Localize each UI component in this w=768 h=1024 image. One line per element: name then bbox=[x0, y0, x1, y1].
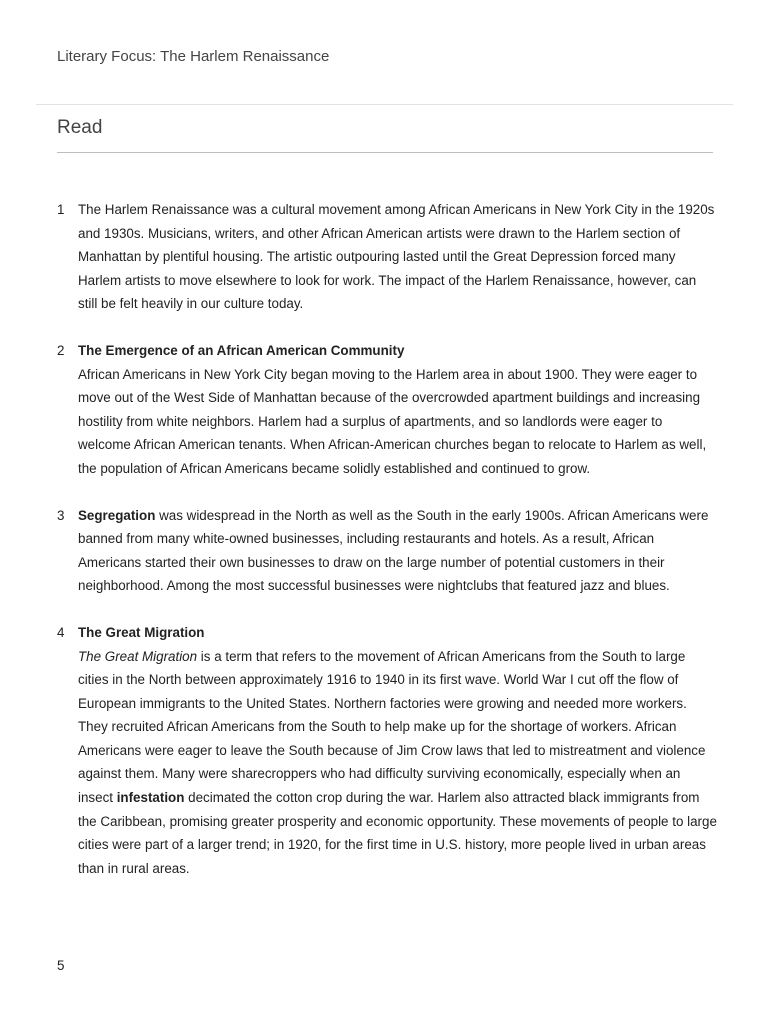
paragraph-body: The Harlem Renaissance was a cultural movement among African Americans in New York City in the 1920s and 1930s. Musicians, writers, and other African American artists were drawn to the Harlem section of Manhattan by plentiful housing. The artistic outpouring lasted until the Great Depression forced many Harlem artists to move elsewhere to look for work. The impact of the Harlem Renaissance, however, can still be felt heavily in our culture today. bbox=[78, 202, 715, 312]
lesson-title: Literary Focus: The Harlem Renaissance bbox=[57, 48, 330, 65]
paragraph-subheading: The Great Migration bbox=[78, 624, 205, 640]
paragraph-number: 3 bbox=[57, 507, 65, 523]
paragraph-body: decimated the cotton crop during the war. Harlem also attracted black immigrants from the Caribbean, promising greater prosperity and economic opportunity. These movements of people to large cities were part of a larger trend; in 1920, for the first time in U.S. history, more people lived in urban areas than in rural areas. bbox=[78, 790, 717, 876]
paragraph-subheading: The Emergence of an African American Community bbox=[78, 342, 405, 358]
reading-passage bbox=[57, 198, 717, 903]
header-divider bbox=[36, 104, 733, 105]
vocabulary-term[interactable]: infestation bbox=[116, 790, 185, 806]
vocabulary-term[interactable]: Segregation bbox=[78, 507, 156, 523]
italic-term: The Great Migration bbox=[78, 648, 198, 664]
paragraph-number: 1 bbox=[57, 202, 65, 217]
paragraph-body: African Americans in New York City began moving to the Harlem area in about 1900. They were eager to move out of the West Side of Manhattan because of the overcrowded apartment buildings and increasing hostility from white neighbors. Harlem had a surplus of apartments, and so landlords were eager to welcome African American tenants. When African-American churches began to relocate to Harlem as well, the population of African Americans became solidly established and continued to grow. bbox=[78, 366, 707, 476]
paragraph-text bbox=[78, 504, 717, 598]
paragraph-4 bbox=[57, 621, 717, 881]
paragraph-number: 5 bbox=[57, 958, 65, 973]
paragraph-text bbox=[78, 198, 717, 316]
paragraph-3 bbox=[57, 504, 717, 598]
paragraph-2 bbox=[57, 339, 717, 481]
section-divider bbox=[57, 152, 713, 153]
paragraph-text bbox=[78, 621, 717, 881]
section-title: Read bbox=[57, 117, 103, 138]
paragraph-1 bbox=[57, 198, 717, 316]
paragraph-number: 2 bbox=[57, 342, 65, 358]
paragraph-body: is a term that refers to the movement of African Americans from the South to large cities in the North between approximately 1916 to 1940 in its first wave. World War I cut off the flow of European immigrants to the United States. Northern factories were growing and needed more workers. They recruited African Americans from the South to help make up for the shortage of workers. African Americans were eager to leave the South because of Jim Crow laws that led to mistreatment and violence against them. Many were sharecroppers who had difficulty surviving economically, especially when an insect bbox=[78, 648, 706, 806]
paragraph-body: was widespread in the North as well as the South in the early 1900s. African Americans were banned from many white-owned businesses, including restaurants and hotels. As a result, African Americans started their own businesses to draw on the large number of potential customers in their neighborhood. Among the most successful businesses were nightclubs that featured jazz and blues. bbox=[78, 507, 709, 594]
paragraph-number: 4 bbox=[57, 624, 65, 640]
paragraph-text bbox=[78, 339, 717, 481]
